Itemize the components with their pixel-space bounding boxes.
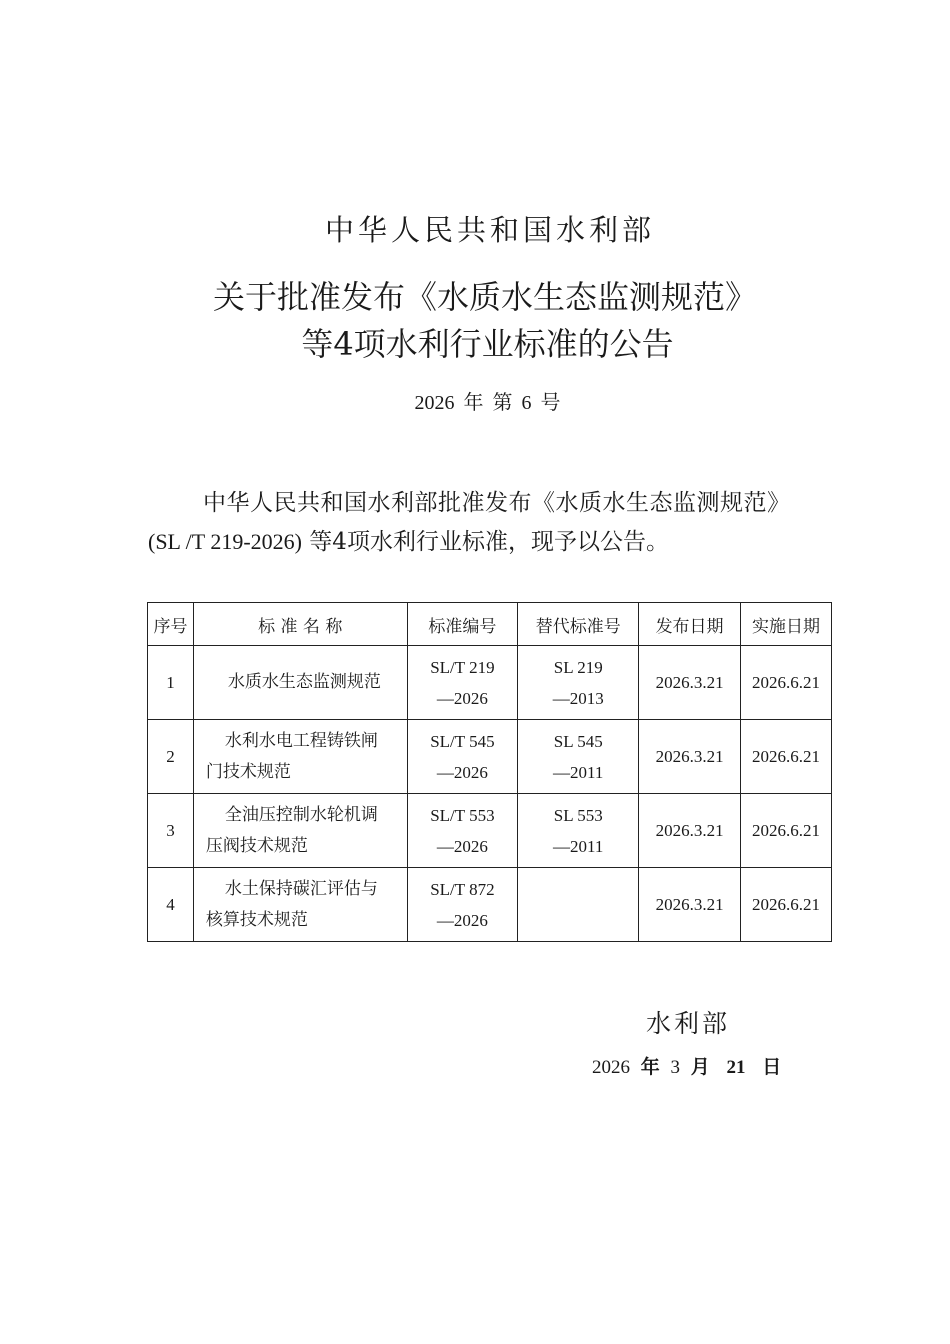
doc-di: 第 bbox=[492, 392, 513, 414]
header-publish-date: 发布日期 bbox=[639, 603, 741, 646]
announcement-title-line2: 等4项水利行业标准的公告 bbox=[301, 325, 674, 363]
code-line1: SL/T 553 bbox=[430, 805, 495, 825]
sign-ri: 日 bbox=[762, 1057, 782, 1078]
standard-code-ref: (SL /T 219-2026) bbox=[148, 529, 302, 554]
cell-publish-date: 2026.3.21 bbox=[639, 646, 741, 720]
cell-effective-date: 2026.6.21 bbox=[741, 646, 832, 720]
name-line2: 门技术规范 bbox=[205, 761, 291, 782]
cell-publish-date: 2026.3.21 bbox=[639, 720, 741, 794]
sign-nian: 年 bbox=[640, 1057, 660, 1078]
header-code: 标准编号 bbox=[407, 603, 518, 646]
rep-line2: —2011 bbox=[553, 762, 604, 782]
code-line1: SL/T 219 bbox=[430, 657, 495, 677]
code-line1: SL/T 545 bbox=[430, 731, 495, 751]
announcement-title-line1: 关于批准发布《水质水生态监测规范》 bbox=[212, 278, 757, 316]
rep-line1: SL 219 bbox=[553, 657, 603, 677]
table-row bbox=[148, 868, 832, 942]
doc-hao: 号 bbox=[540, 392, 561, 414]
sign-yue: 月 bbox=[690, 1057, 710, 1078]
cell-name bbox=[193, 646, 407, 720]
cell-replaced bbox=[518, 646, 639, 720]
code-line2: —2026 bbox=[436, 910, 488, 930]
cell-code bbox=[407, 720, 518, 794]
cell-replaced bbox=[518, 720, 639, 794]
signing-organization: 水利部 bbox=[646, 1009, 731, 1038]
standards-table bbox=[147, 602, 832, 942]
rep-line2: —2013 bbox=[552, 688, 604, 708]
cell-name bbox=[193, 868, 407, 942]
table-row bbox=[148, 794, 832, 868]
cell-publish-date: 2026.3.21 bbox=[639, 794, 741, 868]
cell-publish-date: 2026.3.21 bbox=[639, 868, 741, 942]
table-row bbox=[148, 646, 832, 720]
cell-no: 1 bbox=[148, 646, 194, 720]
header-replaced: 替代标准号 bbox=[518, 603, 639, 646]
name-line1: 水利水电工程铸铁闸 bbox=[224, 730, 378, 751]
header-no: 序号 bbox=[148, 603, 194, 646]
name-line1: 全油压控制水轮机调 bbox=[224, 804, 378, 825]
cell-effective-date: 2026.6.21 bbox=[741, 868, 832, 942]
table-row bbox=[148, 720, 832, 794]
cell-name bbox=[193, 794, 407, 868]
doc-year: 2026 bbox=[414, 392, 455, 414]
document-number bbox=[0, 386, 950, 415]
body-paragraph-line2 bbox=[148, 523, 669, 556]
code-line1: SL/T 872 bbox=[430, 879, 495, 899]
cell-no: 2 bbox=[148, 720, 194, 794]
cell-replaced bbox=[518, 794, 639, 868]
sign-month: 3 bbox=[670, 1057, 681, 1078]
cell-replaced bbox=[518, 868, 639, 942]
code-line2: —2026 bbox=[436, 688, 488, 708]
code-line2: —2026 bbox=[436, 762, 488, 782]
body-line2-rest: 等4项水利行业标准，现予以公告。 bbox=[302, 529, 669, 555]
cell-code bbox=[407, 794, 518, 868]
sign-year: 2026 bbox=[592, 1057, 630, 1078]
rep-line1: SL 553 bbox=[553, 805, 603, 825]
cell-no: 4 bbox=[148, 868, 194, 942]
name-line1: 水质水生态监测规范 bbox=[227, 672, 381, 692]
name-line2: 压阀技术规范 bbox=[205, 835, 308, 856]
name-line1: 水土保持碳汇评估与 bbox=[224, 878, 378, 899]
cell-name bbox=[193, 720, 407, 794]
cell-effective-date: 2026.6.21 bbox=[741, 720, 832, 794]
body-paragraph-line1: 中华人民共和国水利部批准发布《水质水生态监测规范》 bbox=[203, 490, 791, 516]
doc-nian: 年 bbox=[463, 392, 484, 414]
table-header-row bbox=[148, 603, 832, 646]
signing-date bbox=[592, 1052, 787, 1079]
cell-effective-date: 2026.6.21 bbox=[741, 794, 832, 868]
issuing-ministry: 中华人民共和国水利部 bbox=[324, 213, 655, 247]
cell-no: 3 bbox=[148, 794, 194, 868]
doc-no: 6 bbox=[521, 392, 532, 414]
rep-line2: —2011 bbox=[553, 836, 604, 856]
header-name: 标 准 名 称 bbox=[193, 603, 407, 646]
header-effective-date: 实施日期 bbox=[741, 603, 832, 646]
name-line2: 核算技术规范 bbox=[205, 909, 308, 930]
cell-code bbox=[407, 646, 518, 720]
cell-code bbox=[407, 868, 518, 942]
code-line2: —2026 bbox=[436, 836, 488, 856]
rep-line1: SL 545 bbox=[553, 731, 603, 751]
sign-day: 21 bbox=[726, 1057, 746, 1078]
